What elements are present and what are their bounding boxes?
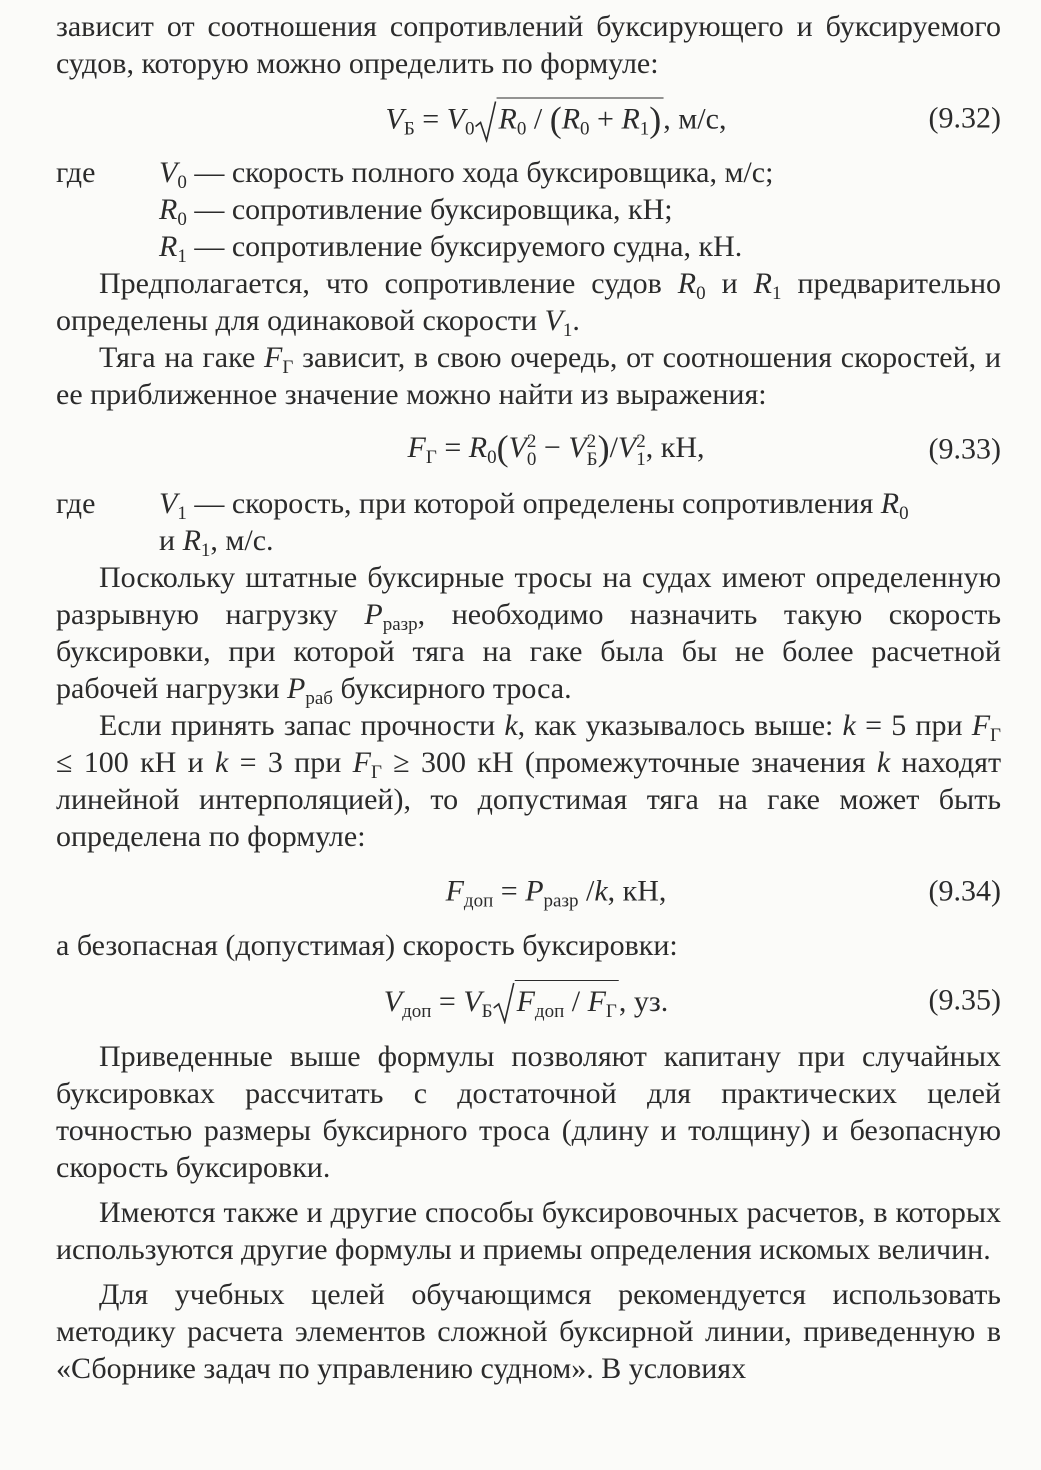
formula-v-b: $V_Б = V_0$ $R_0 / (R_0 + R_1)$, м/с,: [385, 99, 727, 140]
def-v1: $V_1$ — скорость, при которой определены сопротивления $R_0$: [159, 487, 909, 524]
def-r1: $R_1$ — сопротивление буксируемого судна, кН.: [159, 230, 743, 267]
paragraph-intro: зависит от соотношения сопротивлений буксирующего и буксируемого судов, которую можно определить по формуле:: [56, 10, 1001, 80]
def-v1-cont: и $R_1$, м/с.: [159, 524, 274, 561]
equation-9-32: [56, 88, 1001, 148]
paragraph-dlya: Для учебных целей обучающимся рекомендуется использовать методику расчета элементов сложной буксирной линии, приведенную в «Сборнике задач по управлению судном». В условиях: [56, 1278, 1001, 1385]
equation-9-33: [56, 419, 1001, 479]
formula-f-dop: $F_{доп} = P_{разр}$ /k, кН,: [445, 874, 667, 912]
paragraph-imeyutsya: Имеются также и другие способы буксировочных расчетов, в которых используются другие формулы и приемы определения искомых величин.: [56, 1196, 1001, 1266]
equation-9-34: [56, 861, 1001, 921]
where-block-1: где $V_0$ — скорость полного хода буксировщика, м/с; $R_0$ — сопротивление буксировщика, кН; $R_1$ — сопротивление буксируемого судна, кН.: [56, 154, 1001, 265]
paragraph-esli: Если принять запас прочности k, как указывалось выше: k = 5 при $F_Г \le 100$ кН и k = 3 при $F_Г \ge 300$ кН (промежуточные значения k находят линейной интерполяцией), то допустимая тяга на гаке может быть определена по формуле:: [56, 709, 1002, 853]
def-r0: $R_0$ — сопротивление буксировщика, кН;: [159, 193, 673, 230]
equation-9-35: [56, 970, 1001, 1030]
paragraph-bezopasnaya: а безопасная (допустимая) скорость буксировки:: [56, 929, 678, 962]
paragraph-predpolagaetsya: Предполагается, что сопротивление судов $R_0$ и $R_1$ предварительно определены для одинаковой скорости $V_1$.: [56, 267, 1002, 341]
equation-number: (9.35): [928, 983, 1001, 1017]
paragraph-tyaga: Тяга на гаке $F_Г$ зависит, в свою очередь, от соотношения скоростей, и ее приближенное значение можно найти из выражения:: [56, 341, 1001, 411]
paragraph-privedennye: Приведенные выше формулы позволяют капитану при случайных буксировках рассчитать с достаточной для практических целей точностью размеры буксирного троса (длину и толщину) и безопасную скорость буксировки.: [56, 1040, 1001, 1184]
where-block-2: где $V_1$ — скорость, при которой определены сопротивления $R_0$ и $R_1$, м/с.: [56, 485, 1001, 559]
formula-f-g: $F_Г = R_0(V$ 2 0 − V 2 Б )/V 2 1 , кН,: [407, 428, 705, 470]
def-v0: $V_0$ — скорость полного хода буксировщика, м/с;: [159, 156, 774, 193]
formula-v-dop: $V_{доп} = V_Б$ $F_{доп} / F_Г$, уз.: [384, 980, 669, 1020]
equation-number: (9.34): [928, 874, 1001, 908]
paragraph-poskolku: Поскольку штатные буксирные тросы на судах имеют определенную разрывную нагрузку $P_{разр}$, необходимо назначить такую скорость буксировки, при которой тяга на гаке была бы не более расчетной рабочей нагрузки $P_{раб}$ буксирного троса.: [56, 561, 1002, 709]
equation-number: (9.33): [928, 432, 1001, 466]
equation-number: (9.32): [928, 101, 1001, 135]
